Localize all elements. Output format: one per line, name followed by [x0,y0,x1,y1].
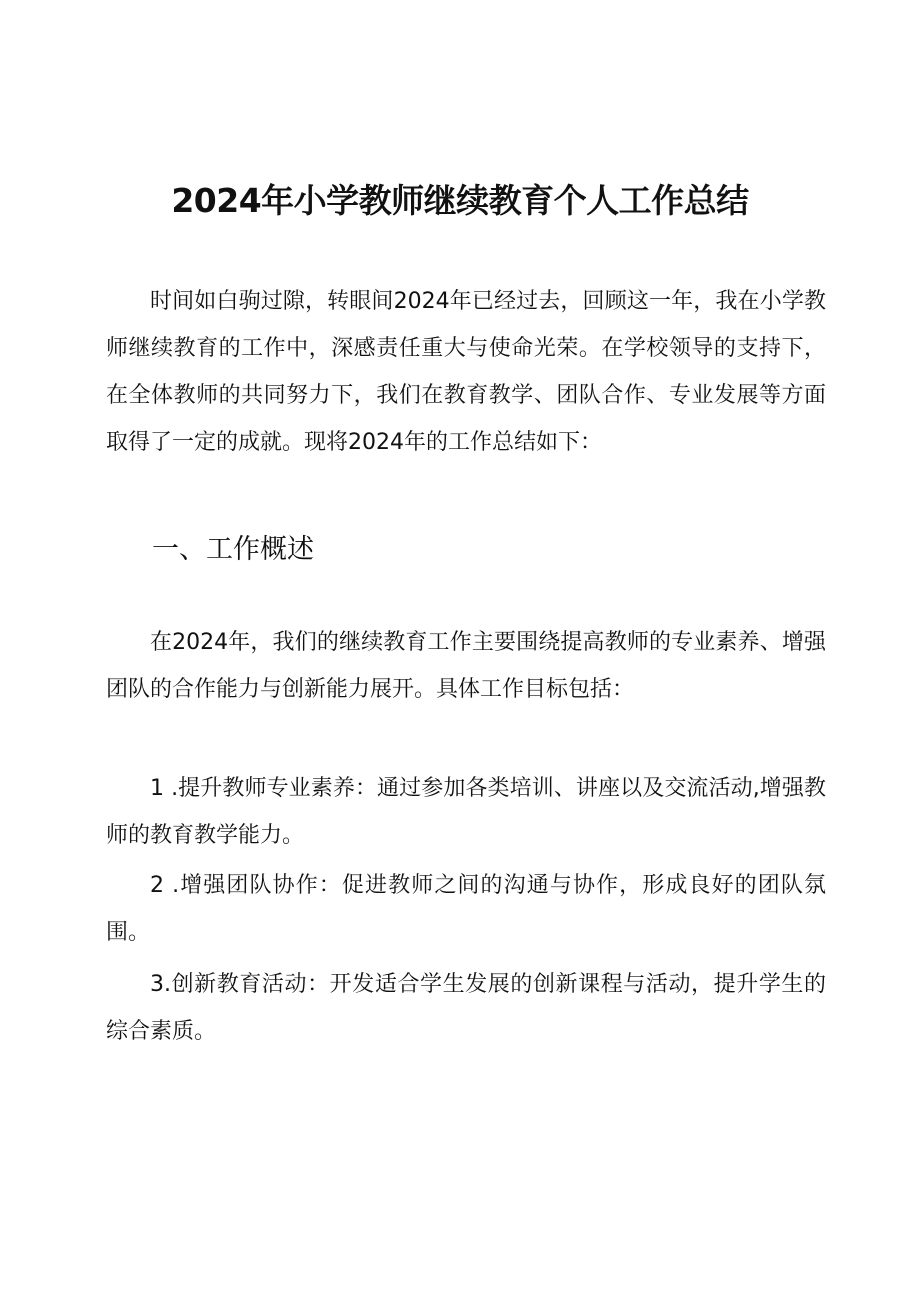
intro-paragraph: 时间如白驹过隙，转眼间2024年已经过去，回顾这一年，我在小学教师继续教育的工作中，深感责任重大与使命光荣。在学校领导的支持下，在全体教师的共同努力下，我们在教育教学、团队合作、专业发展等方面取得了一定的成就。现将2024年的工作总结如下： [106,289,826,455]
list-item: 1 .提升教师专业素养：通过参加各类培训、讲座以及交流活动,增强教师的教育教学能力。 [106,776,826,848]
list-item: 3.创新教育活动：开发适合学生发展的创新课程与活动，提升学生的综合素质。 [106,972,826,1044]
list-item: 2 .增强团队协作：促进教师之间的沟通与协作，形成良好的团队氛围。 [106,873,826,945]
document-title: 2024年小学教师继续教育个人工作总结 [171,181,749,220]
section-heading: 一、工作概述 [152,534,314,565]
section-paragraph: 在2024年，我们的继续教育工作主要围绕提高教师的专业素养、增强团队的合作能力与创新能力展开。具体工作目标包括： [106,630,826,702]
